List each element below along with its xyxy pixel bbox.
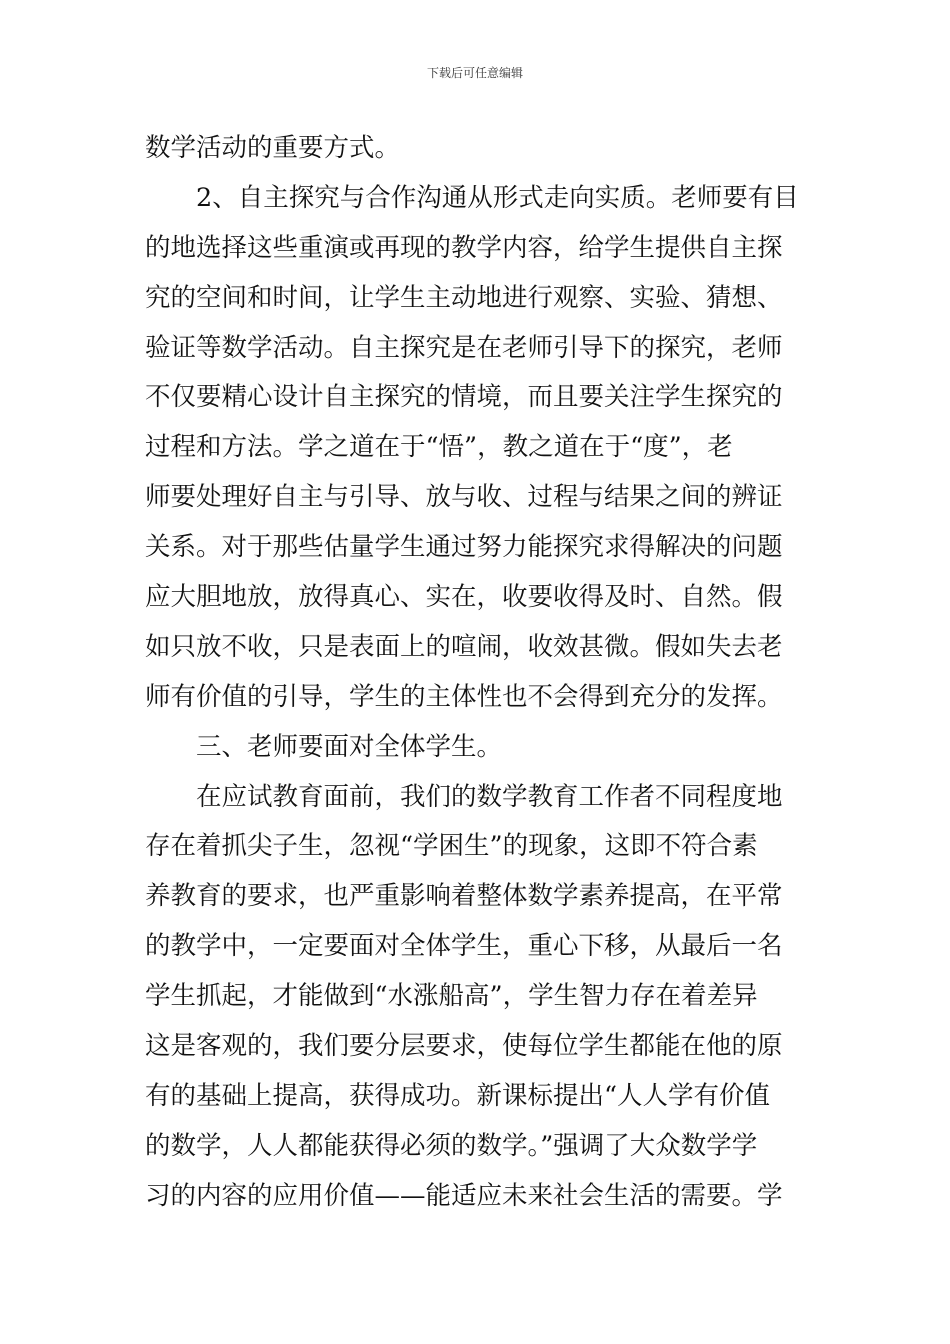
text-line: 师要处理好自主与引导、放与收、过程与结果之间的辨证 [145,482,783,513]
paragraph-start-line: 在应试教育面前，我们的数学教育工作者不同程度地 [196,781,783,812]
text-line: 如只放不收，只是表面上的喧闹，收效甚微。假如失去老 [145,631,783,662]
paragraph-start-line: 2、自主探究与合作沟通从形式走向实质。老师要有目 [196,182,799,213]
text-line: 的数学，人人都能获得必须的数学。”强调了大众数学学 [145,1130,758,1161]
text-line: 验证等数学活动。自主探究是在老师引导下的探究，老师 [145,332,783,363]
section-heading: 三、老师要面对全体学生。 [196,731,503,762]
text-line: 的教学中，一定要面对全体学生，重心下移，从最后一名 [145,931,783,962]
text-line: 的地选择这些重演或再现的教学内容，给学生提供自主探 [145,232,783,263]
text-line: 师有价值的引导，学生的主体性也不会得到充分的发挥。 [145,681,783,712]
text-line: 习的内容的应用价值——能适应未来社会生活的需要。学 [145,1180,783,1211]
text-line: 有的基础上提高，获得成功。新课标提出“人人学有价值 [145,1080,771,1111]
text-line: 不仅要精心设计自主探究的情境，而且要关注学生探究的 [145,382,783,413]
text-line: 养教育的要求，也严重影响着整体数学素养提高，在平常 [145,881,783,912]
text-line: 这是客观的，我们要分层要求，使每位学生都能在他的原 [145,1031,783,1062]
text-line: 应大胆地放，放得真心、实在，收要收得及时、自然。假 [145,582,783,613]
text-line: 过程和方法。学之道在于“悟”，教之道在于“度”，老 [145,432,733,463]
text-line: 学生抓起，才能做到“水涨船高”，学生智力存在着差异 [145,981,758,1012]
document-body [145,124,810,1222]
text-line: 数学活动的重要方式。 [145,133,401,163]
text-line: 关系。对于那些估量学生通过努力能探究求得解决的问题 [145,532,783,563]
page-header: 下载后可任意编辑 [426,66,523,80]
text-line: 存在着抓尖子生，忽视“学困生”的现象，这即不符合素 [145,831,758,862]
text-line: 究的空间和时间，让学生主动地进行观察、实验、猜想、 [145,282,783,313]
